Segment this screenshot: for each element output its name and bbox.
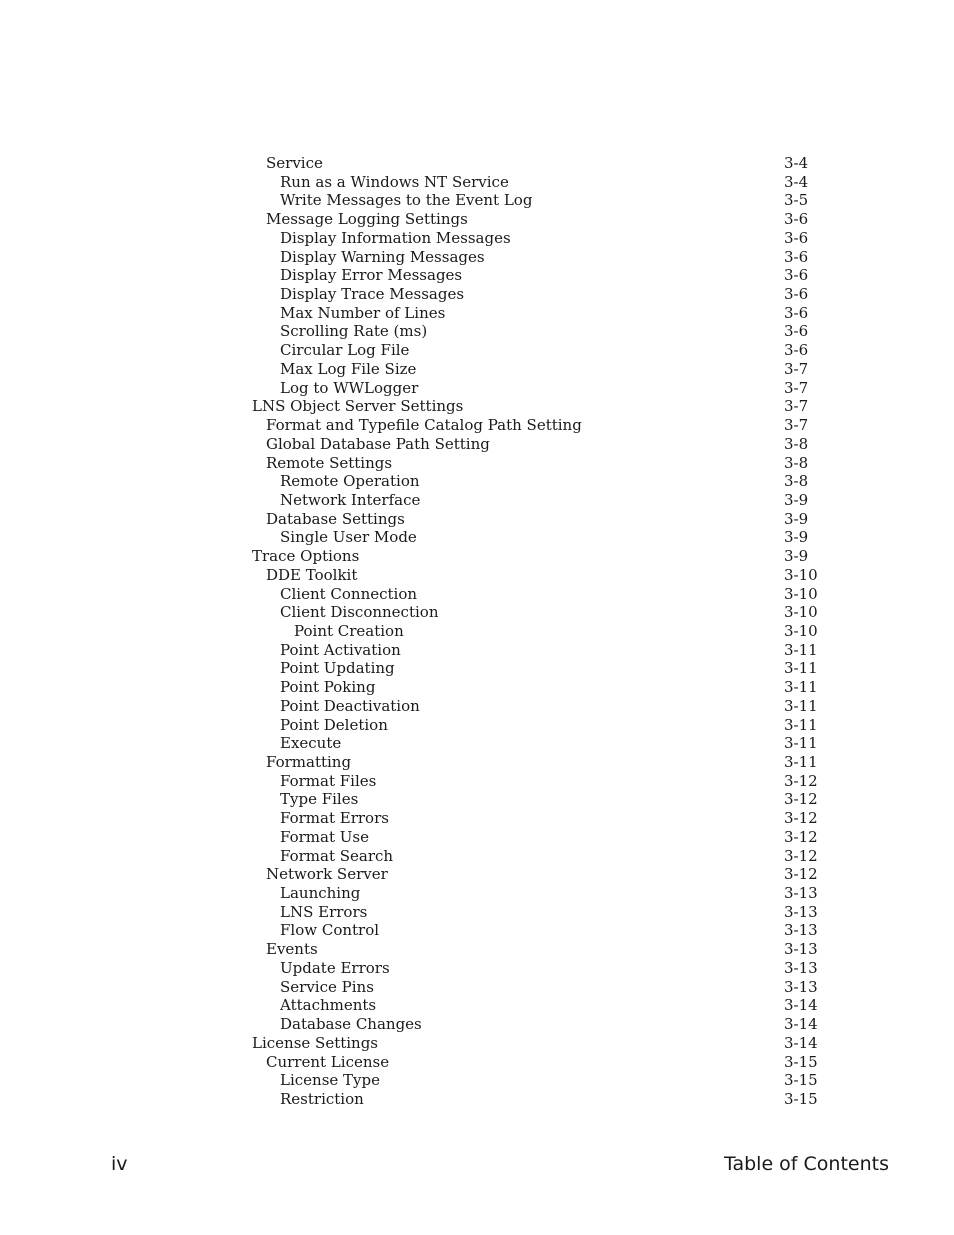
- toc-entry[interactable]: [252, 416, 818, 435]
- toc-entry-title: Message Logging Settings: [266, 210, 468, 229]
- toc-entry-title: DDE Toolkit: [266, 565, 358, 584]
- toc-entry-page: 3-9: [784, 547, 809, 566]
- toc-entry-title: License Settings: [252, 1033, 379, 1052]
- toc-entry[interactable]: [252, 510, 818, 529]
- toc-entry[interactable]: [252, 603, 818, 622]
- toc-entry[interactable]: [252, 734, 818, 753]
- toc-entry[interactable]: [252, 491, 818, 510]
- toc-entry-title: Service: [266, 154, 323, 172]
- toc-entry[interactable]: [252, 1090, 818, 1109]
- toc-entry-page: 3-12: [784, 809, 818, 828]
- toc-entry-page: 3-6: [784, 322, 809, 341]
- toc-entry-page: 3-6: [784, 303, 809, 322]
- toc-entry-title: Format Files: [280, 771, 377, 790]
- toc-entry-title: Restriction: [280, 1089, 364, 1108]
- toc-entry[interactable]: [252, 248, 818, 267]
- toc-entry[interactable]: [252, 753, 818, 772]
- toc-entry-page: 3-13: [784, 940, 818, 959]
- toc-entry[interactable]: [252, 622, 818, 641]
- toc-entry-page: 3-7: [784, 416, 809, 435]
- toc-entry[interactable]: [252, 903, 818, 922]
- toc-entry-page: 3-11: [784, 734, 818, 753]
- toc-entry-page: 3-11: [784, 659, 818, 678]
- toc-entry-title: Display Warning Messages: [280, 247, 485, 266]
- toc-entry-title: Remote Settings: [266, 453, 393, 472]
- toc-entry[interactable]: [252, 360, 818, 379]
- toc-entry-title: Client Connection: [280, 584, 418, 603]
- toc-entry-page: 3-6: [784, 247, 809, 266]
- toc-entry-title: LNS Errors: [280, 902, 368, 921]
- toc-entry[interactable]: [252, 847, 818, 866]
- toc-entry[interactable]: [252, 790, 818, 809]
- footer-section-title: Table of Contents: [724, 1153, 889, 1175]
- toc-entry-title: Point Activation: [280, 640, 401, 659]
- toc-entry[interactable]: [252, 379, 818, 398]
- toc-entry-title: Current License: [266, 1052, 390, 1071]
- toc-entry[interactable]: [252, 659, 818, 678]
- toc-entry[interactable]: [252, 978, 818, 997]
- toc-entry-page: 3-12: [784, 771, 818, 790]
- toc-entry-page: 3-6: [784, 210, 809, 229]
- toc-entry-title: Type Files: [280, 790, 359, 809]
- toc-entry-title: Client Disconnection: [280, 603, 439, 622]
- toc-entry[interactable]: [252, 641, 818, 660]
- toc-entry-title: Max Log File Size: [280, 359, 417, 378]
- toc-entry-page: 3-13: [784, 921, 818, 940]
- toc-entry-title: Global Database Path Setting: [266, 434, 490, 453]
- toc-entry[interactable]: [252, 865, 818, 884]
- toc-entry-title: Point Creation: [294, 621, 404, 640]
- toc-entry-page: 3-12: [784, 865, 818, 884]
- toc-entry[interactable]: [252, 772, 818, 791]
- toc-entry-page: 3-12: [784, 790, 818, 809]
- toc-entry[interactable]: [252, 996, 818, 1015]
- toc-entry[interactable]: [252, 191, 818, 210]
- toc-entry-title: Service Pins: [280, 977, 374, 996]
- toc-entry-title: Update Errors: [280, 958, 390, 977]
- toc-entry-page: 3-9: [784, 528, 809, 547]
- toc-entry-page: 3-6: [784, 266, 809, 285]
- toc-entry-title: Run as a Windows NT Service: [280, 172, 509, 191]
- toc-entry-title: Trace Options: [252, 547, 360, 566]
- toc-entry-page: 3-13: [784, 977, 818, 996]
- toc-entry-page: 3-12: [784, 827, 818, 846]
- toc-entry-title: Format Errors: [280, 809, 389, 828]
- toc-entry-title: Flow Control: [280, 921, 380, 940]
- toc-entry-title: License Type: [280, 1071, 380, 1090]
- page-footer: [111, 1153, 889, 1175]
- toc-entry[interactable]: [252, 285, 818, 304]
- toc-entry[interactable]: [252, 547, 818, 566]
- toc-entry-title: Launching: [280, 884, 361, 903]
- toc-entry[interactable]: [252, 585, 818, 604]
- toc-entry[interactable]: [252, 697, 818, 716]
- toc-entry-title: Execute: [280, 734, 342, 753]
- toc-entry-page: 3-10: [784, 621, 818, 640]
- toc-entry-title: Events: [266, 940, 318, 959]
- toc-entry[interactable]: [252, 959, 818, 978]
- toc-entry[interactable]: [252, 154, 818, 173]
- table-of-contents: [252, 154, 818, 1109]
- toc-entry[interactable]: [252, 1034, 818, 1053]
- toc-entry-page: 3-15: [784, 1071, 818, 1090]
- toc-entry-title: Format Use: [280, 827, 369, 846]
- toc-entry[interactable]: [252, 678, 818, 697]
- toc-entry[interactable]: [252, 341, 818, 360]
- toc-entry[interactable]: [252, 210, 818, 229]
- toc-entry-page: 3-9: [784, 490, 809, 509]
- toc-entry[interactable]: [252, 1053, 818, 1072]
- toc-entry-title: Point Updating: [280, 659, 395, 678]
- toc-entry-page: 3-8: [784, 434, 809, 453]
- toc-entry-page: 3-6: [784, 285, 809, 304]
- toc-entry[interactable]: [252, 304, 818, 323]
- toc-entry-page: 3-8: [784, 453, 809, 472]
- toc-entry-page: 3-5: [784, 191, 809, 210]
- toc-entry[interactable]: [252, 884, 818, 903]
- toc-entry[interactable]: [252, 435, 818, 454]
- toc-entry-title: Format Search: [280, 846, 394, 865]
- toc-entry-title: Write Messages to the Event Log: [280, 191, 533, 210]
- toc-entry[interactable]: [252, 528, 818, 547]
- toc-entry[interactable]: [252, 1015, 818, 1034]
- toc-entry-page: 3-14: [784, 996, 818, 1015]
- toc-entry-title: Single User Mode: [280, 528, 417, 547]
- footer-page-number: iv: [111, 1153, 128, 1175]
- toc-entry-page: 3-14: [784, 1015, 818, 1034]
- toc-entry[interactable]: [252, 1071, 818, 1090]
- toc-entry[interactable]: [252, 828, 818, 847]
- toc-entry-page: 3-10: [784, 603, 818, 622]
- toc-entry-page: 3-4: [784, 172, 809, 191]
- toc-entry[interactable]: [252, 173, 818, 192]
- toc-entry-title: Point Deactivation: [280, 696, 420, 715]
- toc-entry-title: Circular Log File: [280, 341, 410, 360]
- toc-entry-page: 3-15: [784, 1089, 818, 1108]
- toc-entry-title: Max Number of Lines: [280, 303, 446, 322]
- toc-entry-page: 3-11: [784, 715, 818, 734]
- toc-entry-title: Display Information Messages: [280, 228, 511, 247]
- toc-entry-title: Formatting: [266, 753, 352, 771]
- toc-entry[interactable]: [252, 266, 818, 285]
- toc-entry-title: Database Settings: [266, 509, 405, 528]
- toc-entry-title: LNS Object Server Settings: [252, 397, 464, 416]
- toc-entry[interactable]: [252, 940, 818, 959]
- toc-entry-page: 3-11: [784, 640, 818, 659]
- toc-entry-title: Log to WWLogger: [280, 378, 419, 397]
- toc-entry-title: Point Deletion: [280, 715, 388, 734]
- toc-entry-title: Remote Operation: [280, 472, 420, 491]
- toc-entry-page: 3-8: [784, 472, 809, 491]
- toc-entry-page: 3-10: [784, 584, 818, 603]
- toc-entry-page: 3-4: [784, 154, 809, 172]
- toc-entry-page: 3-6: [784, 228, 809, 247]
- toc-entry[interactable]: [252, 921, 818, 940]
- toc-entry-page: 3-11: [784, 678, 818, 697]
- toc-entry-page: 3-12: [784, 846, 818, 865]
- toc-entry-page: 3-11: [784, 696, 818, 715]
- toc-entry-title: Display Error Messages: [280, 266, 463, 285]
- toc-entry[interactable]: [252, 397, 818, 416]
- toc-entry-title: Attachments: [280, 996, 377, 1015]
- toc-entry-title: Database Changes: [280, 1015, 422, 1034]
- toc-entry-page: 3-9: [784, 509, 809, 528]
- toc-entry-page: 3-10: [784, 565, 818, 584]
- toc-entry-page: 3-13: [784, 902, 818, 921]
- toc-entry-page: 3-6: [784, 341, 809, 360]
- toc-entry-page: 3-15: [784, 1052, 818, 1071]
- toc-entry-title: Display Trace Messages: [280, 285, 465, 304]
- toc-entry[interactable]: [252, 454, 818, 473]
- toc-entry-title: Format and Typefile Catalog Path Setting: [266, 416, 582, 435]
- toc-entry-page: 3-14: [784, 1033, 818, 1052]
- toc-entry-page: 3-7: [784, 359, 809, 378]
- toc-entry[interactable]: [252, 716, 818, 735]
- toc-entry-title: Scrolling Rate (ms): [280, 322, 428, 341]
- toc-entry[interactable]: [252, 322, 818, 341]
- toc-entry-page: 3-11: [784, 753, 818, 771]
- toc-entry-title: Network Interface: [280, 490, 421, 509]
- toc-entry-page: 3-7: [784, 397, 809, 416]
- toc-entry-page: 3-13: [784, 884, 818, 903]
- toc-entry[interactable]: [252, 472, 818, 491]
- toc-entry-page: 3-13: [784, 958, 818, 977]
- toc-entry-title: Network Server: [266, 865, 388, 884]
- toc-entry[interactable]: [252, 566, 818, 585]
- toc-entry[interactable]: [252, 809, 818, 828]
- toc-entry-page: 3-7: [784, 378, 809, 397]
- toc-entry[interactable]: [252, 229, 818, 248]
- toc-entry-title: Point Poking: [280, 678, 376, 697]
